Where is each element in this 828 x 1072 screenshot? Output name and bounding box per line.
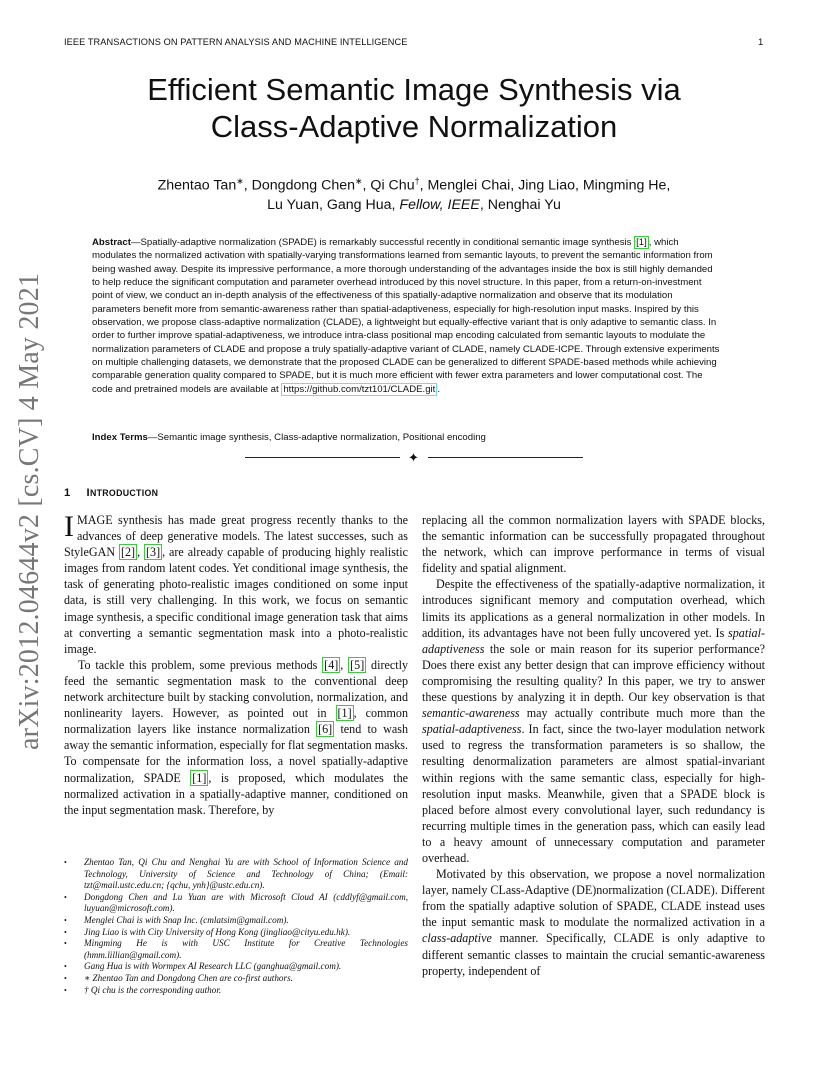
footnote-item: • Dongdong Chen and Lu Yuan are with Microsoft Cloud AI (cddlyf@gmail.com, luyuan@microsoft.com). — [64, 891, 408, 914]
drop-cap: I — [64, 510, 74, 543]
index-terms: Index Terms—Semantic image synthesis, Class-adaptive normalization, Positional encoding — [92, 432, 486, 443]
citation-link[interactable]: [2] — [120, 545, 136, 560]
divider-line-left — [245, 457, 400, 458]
code-url-link[interactable]: https://github.com/tzt101/CLADE.git — [283, 383, 436, 395]
footnote-item: • Gang Hua is with Wormpex AI Research LLC (ganghua@gmail.com). — [64, 961, 342, 972]
index-terms-label: Index Terms — [92, 432, 148, 443]
citation-link[interactable]: [1] — [636, 237, 647, 248]
footnote-item: • Zhentao Tan, Qi Chu and Nenghai Yu are with School of Information Science and Technology, University of Science and Technology of China; (Email: tzt@mail.ustc.edu.cn; {qchu, ynh}@ustc.edu.cn). — [64, 857, 408, 891]
footnote-item: • † Qi chu is the corresponding author. — [64, 984, 222, 995]
citation-link[interactable]: [3] — [146, 545, 161, 560]
section-divider — [245, 450, 585, 466]
title-line-2: Class-Adaptive Normalization — [210, 109, 618, 144]
footnote-item: • ∗ Zhentao Tan and Dongdong Chen are co-first authors. — [64, 972, 293, 983]
citation-link[interactable]: [1] — [192, 770, 207, 785]
abstract: Abstract—Spatially-adaptive normalization (SPADE) is remarkably successful recently in conditional semantic image synthesis [1] , which modulates the normalized activation with spatially-varying transformations learned from semantic layouts, to prevent the semantic information from being washed away. Despite its impressive performance, a more thorough understanding of the advantages inside the box is still highly demanded to help reduce the significant computation and parameter overhead introduced by this novel structure. In this paper, from a return-on-investment point of view, we conduct an in-depth analysis of the effectiveness of this spatially-adaptive normalization and observe that its modulation parameters benefit more from semantic-awareness rather than spatial-adaptiveness, especially for high-resolution input masks. Inspired by this observation, we propose class-adaptive normalization (CLADE), a lightweight but equally-effective variant that is only adaptive to semantic class. In order to further improve spatial-adaptiveness, we introduce intra-class positional map encoding calculated from semantic layouts to modulate the normalization parameters of CLADE and propose a truly spatially-adaptive variant of CLADE, namely CLADE-ICPE. Through extensive experiments on multiple challenging datasets, we demonstrate that the proposed CLADE can be generalized to different SPADE-based methods while achieving comparable generation quality compared to SPADE, but it is much more efficient with fewer extra parameters and lower computational cost. The code and pretrained models are available at https://github.com/tzt101/CLADE.git . — [92, 237, 720, 395]
author-list — [110, 172, 718, 215]
citation-link[interactable]: [4] — [324, 657, 339, 672]
footnotes — [64, 857, 408, 996]
page-number: 1 — [758, 37, 764, 48]
intro-paragraph-3: replacing all the common normalization layers with SPADE blocks, the semantic information can be successfully propagated throughout the network, which can improve performance in terms of visual fidelity and spatial alignment. — [422, 513, 765, 576]
intro-paragraph-5: Motivated by this observation, we propose a novel normalization layer, namely CLass-Adaptive (DE)normalization (CLADE). Different from the spatially adaptive solution of SPADE, CLADE instead uses the input semantic mask to modulate the normalized activation in a class-adaptive manner. Specifically, CLADE is only adaptive to different semantic classes to maintain the crucial semantic-awareness property, independent of — [422, 867, 765, 978]
running-head: IEEE TRANSACTIONS ON PATTERN ANALYSIS AND MACHINE INTELLIGENCE — [64, 37, 408, 47]
intro-paragraph-2: To tackle this problem, some previous methods [4] , [5] directly feed the semantic segmentation mask to the conventional deep network architecture built by stacking convolution, normalization, and nonlinearity layers. However, as pointed out in [1] , common normalization layers like instance normalization [6] tend to wash away the semantic information, especially for flat segmentation masks. To compensate for the information loss, a novel spatially-adaptive normalization, SPADE [1] , is proposed, which modulates the normalized activation in a spatially-adaptive manner, conditioned on the input segmentation mask. Therefore, by — [64, 657, 409, 817]
footnote-item: • Menglei Chai is with Snap Inc. (cmlatsim@gmail.com). — [64, 914, 289, 925]
citation-link[interactable]: [6] — [318, 722, 333, 737]
right-column — [422, 512, 765, 979]
footnote-item: • Mingming He is with USC Institute for Creative Technologies (hmm.lillian@gmail.com). — [64, 938, 408, 960]
authors-line-1: Zhentao Tan∗, Dongdong Chen∗, Qi Chu†, Menglei Chai, Jing Liao, Mingming He, — [157, 176, 671, 194]
citation-link[interactable]: [1] — [337, 706, 352, 721]
intro-paragraph-4: Despite the effectiveness of the spatially-adaptive normalization, it introduces significant memory and computation overhead, which limits its applications as a general normalization in other models. In addition, its advantages have not been fully uncovered yet. Is spatial-adaptiveness the sole or main reason for its superior performance? Does there exist any better design that can improve efficiency without compromising the resulting quality? In this paper, we try to answer these questions by analyzing it in depth. Our key observation is that semantic-awareness may actually contribute much more than the spatial-adaptiveness. In fact, since the two-layer modulation network used to regress the transformation parameters is so shallow, the resulting denormalization parameters are almost spatial-invariant within regions with the same semantic class, especially for high-resolution input masks. Meanwhile, given that a SPADE block is placed before almost every convolutional layer, such redundancy is recurring multiple times in the generation pass, which can easily lead to a heavy amount of unnecessary computation and parameter overhead. — [422, 577, 765, 865]
diamond-icon: ✦ — [408, 450, 419, 465]
left-column — [64, 512, 408, 818]
footnote-item: • Jing Liao is with City University of Hong Kong (jingliao@cityu.edu.hk). — [64, 926, 351, 937]
section-heading: 1 INTRODUCTION — [64, 487, 159, 499]
fellow-ieee: Fellow, IEEE — [399, 196, 480, 213]
citation-link[interactable]: [5] — [350, 657, 365, 672]
paper-title — [90, 71, 738, 145]
abstract-label: Abstract — [92, 237, 131, 248]
intro-paragraph-1: IMAGE synthesis has made great progress recently thanks to the advances of deep generative models. The latest successes, such as StyleGAN [2] , [3] , are already capable of producing highly realistic images from random latent codes. Yet conditional image synthesis, the task of generating photo-realistic images conditioned on some input data, is still very challenging. In this work, we focus on semantic image synthesis, a specific conditional image generation task that aims at converting a semantic segmentation mask into a photo-realistic image. — [64, 510, 408, 656]
title-line-1: Efficient Semantic Image Synthesis via — [147, 72, 681, 107]
arxiv-stamp: arXiv:2012.04644v2 [cs.CV] 4 May 2021 — [14, 272, 45, 750]
authors-line-2: Lu Yuan, Gang Hua, Fellow, IEEE, Nenghai Yu — [267, 196, 561, 213]
divider-line-right — [428, 457, 583, 458]
